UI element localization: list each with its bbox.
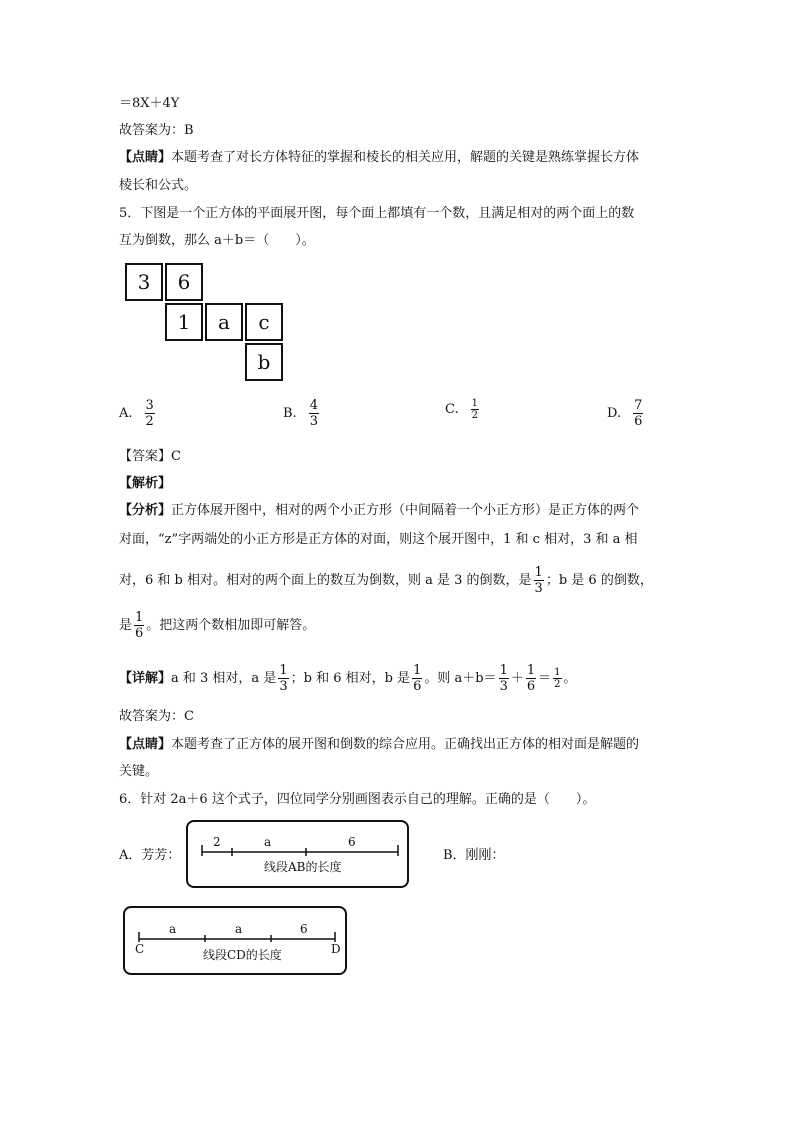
point-label-c: C — [135, 942, 145, 956]
fraction: $\frac{1}{2}$ — [554, 667, 561, 690]
fraction: $\frac{1}{6}$ — [526, 663, 536, 694]
comment-text: 本题考查了对长方体特征的掌握和棱长的相关应用，解题的关键是熟练掌握长方体 — [171, 150, 640, 165]
fraction: $\frac{1}{6}$ — [413, 663, 422, 694]
segment-caption: 线段AB的长度 — [264, 860, 342, 874]
answer-value: C — [171, 449, 181, 464]
point-label-d: D — [331, 942, 341, 956]
analysis-heading: 【解析】 — [119, 476, 172, 491]
fenxi-tag: 【分析】 — [119, 503, 172, 518]
net-cell: a — [205, 303, 243, 341]
xiangjie-tag: 【详解】 — [119, 671, 172, 686]
q6-option-a-label: A．芳芳： — [119, 848, 181, 863]
segment-label: a — [169, 922, 177, 936]
segment-label: 6 — [348, 835, 356, 849]
dianjing-line-1: 【点睛】本题考查了正方体的展开图和倒数的综合应用。正确找出正方体的相对面是解题的 — [119, 737, 640, 752]
fenxi-line-4: 是 $\frac{1}{6}$ 。把这两个数相加即可解答。 — [119, 610, 316, 641]
net-cell: 3 — [125, 263, 163, 301]
segment-label: 2 — [213, 835, 221, 849]
fenxi-line-3: 对，6 和 b 相对。相对的两个面上的数互为倒数，则 a 是 3 的倒数，是 $\frac{1}{3}$ ；b 是 6 的倒数， — [119, 565, 653, 596]
fraction: $\frac{1}{6}$ — [135, 610, 144, 641]
fraction: $\frac{7}{6}$ — [634, 398, 643, 429]
question-5-stem: 5．下图是一个正方体的平面展开图，每个面上都填有一个数，且满足相对的两个面上的数 — [119, 206, 635, 221]
fraction: $\frac{1}{2}$ — [471, 398, 478, 421]
segment-label: a — [264, 835, 272, 849]
net-cell: 6 — [165, 263, 203, 301]
option-label: C. — [445, 402, 459, 417]
fraction: $\frac{3}{2}$ — [145, 398, 154, 429]
fraction: $\frac{1}{3}$ — [279, 663, 288, 694]
answer-line-q5: 故答案为：C — [119, 709, 194, 724]
option-b — [283, 398, 321, 429]
dianjing-tag: 【点睛】 — [119, 737, 172, 752]
equation-line: ＝8X＋4Y — [119, 96, 180, 111]
fenxi-line-2: 对面，“z”字两端处的小正方形是正方体的对面，则这个展开图中，1 和 c 相对，3 和 a 相 — [119, 532, 638, 547]
option-label: A. — [119, 406, 133, 421]
answer-line — [119, 447, 181, 467]
fenxi-line-1: 【分析】正方体展开图中，相对的两个小正方形（中间隔着一个小正方形）是正方体的两个 — [119, 503, 640, 518]
q6-option-b-label: B．刚刚： — [443, 848, 505, 863]
fraction: $\frac{4}{3}$ — [309, 398, 318, 429]
fraction: $\frac{1}{3}$ — [499, 663, 508, 694]
question-5-stem-2: 互为倒数，那么 a＋b＝（ ）。 — [119, 233, 315, 248]
diagram-b-box — [123, 906, 347, 975]
option-label: D. — [607, 406, 622, 421]
option-label: B. — [283, 406, 297, 421]
option-a — [119, 398, 157, 429]
question-6-stem: 6．针对 2a＋6 这个式子，四位同学分别画图表示自己的理解。正确的是（ ）。 — [119, 792, 596, 807]
net-cell: b — [245, 343, 283, 381]
xiangjie-line: 【详解】a 和 3 相对，a 是 $\frac{1}{3}$ ；b 和 6 相对，b 是 $\frac{1}{6}$ 。则 a＋b＝ $\frac{1}{3}$ ＋ $\frac{1}{6}$ ＝ $\frac{1}{2}$ 。 — [119, 663, 577, 694]
fraction: $\frac{1}{3}$ — [534, 565, 543, 596]
segment-caption: 线段CD的长度 — [203, 948, 282, 962]
segment-cd-line — [125, 908, 345, 973]
net-cell: c — [245, 303, 283, 341]
net-cell: 1 — [165, 303, 203, 341]
dianjing-line-2: 关键。 — [119, 764, 159, 779]
segment-label: 6 — [300, 922, 308, 936]
cube-net-diagram — [125, 263, 290, 388]
option-c — [445, 398, 481, 421]
comment-line-2: 棱长和公式。 — [119, 178, 198, 193]
segment-label: a — [235, 922, 243, 936]
answer-tag: 【答案】 — [119, 449, 172, 464]
comment-tag: 【点睛】 — [119, 150, 172, 165]
comment-line — [119, 148, 639, 168]
answer-line-q4: 故答案为：B — [119, 123, 194, 138]
diagram-a-box — [186, 820, 409, 888]
segment-ab-line — [188, 822, 407, 886]
option-d — [607, 398, 645, 429]
